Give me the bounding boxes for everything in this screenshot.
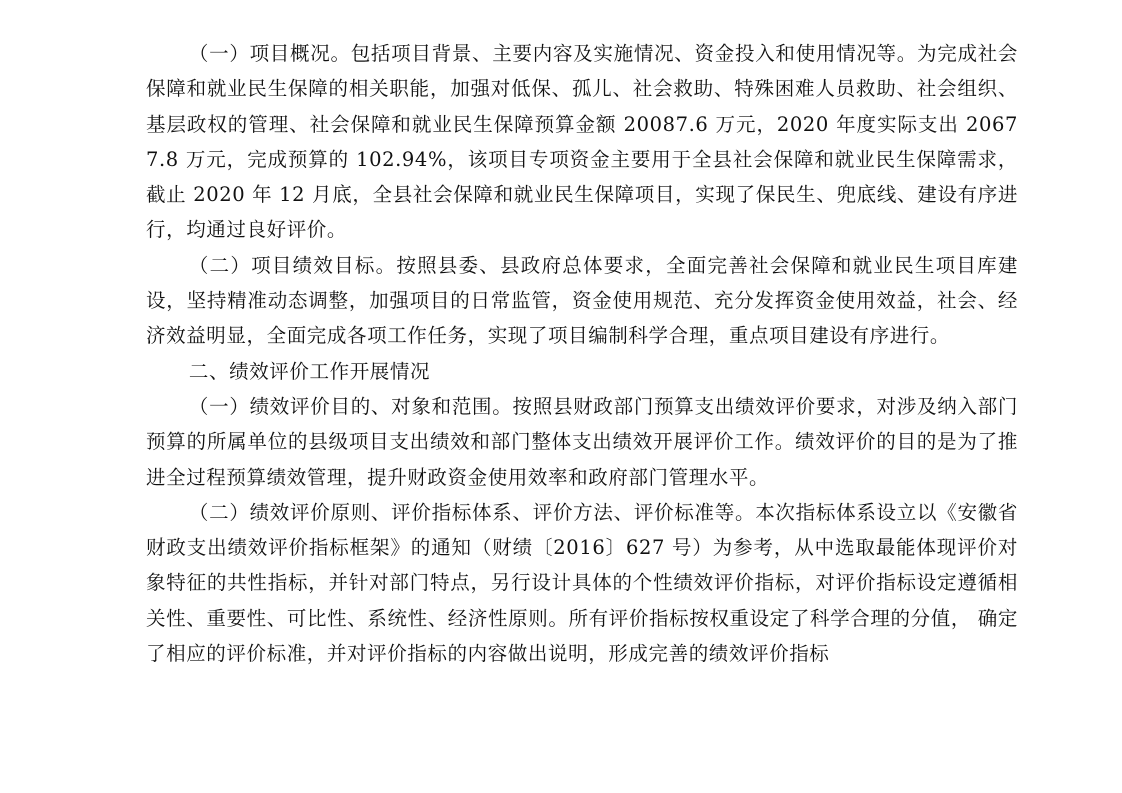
document-body	[146, 36, 1018, 671]
paragraph-evaluation-principles: （二）绩效评价原则、评价指标体系、评价方法、评价标准等。本次指标体系设立以《安徽省财政支出绩效评价指标框架》的通知（财绩〔2016〕627 号）为参考，从中选取最能体现评价对象特征的共性指标，并针对部门特点，另行设计具体的个性绩效评价指标，对评价指标设定遵循相关性、重要性、可比性、系统性、经济性原则。所有评价指标按权重设定了科学合理的分值， 确定了相应的评价标准，并对评价指标的内容做出说明，形成完善的绩效评价指标	[146, 500, 1018, 666]
section-heading-evaluation: 二、绩效评价工作开展情况	[188, 359, 431, 383]
paragraph-project-overview: （一）项目概况。包括项目背景、主要内容及实施情况、资金投入和使用情况等。为完成社会保障和就业民生保障的相关职能，加强对低保、孤儿、社会救助、特殊困难人员救助、社会组织、基层政权的管理、社会保障和就业民生保障预算金额 20087.6 万元，2020 年度实际支出 20677.8 万元，完成预算的 102.94%，该项目专项资金主要用于全县社会保障和就业民生保障需求，截止 2020 年 12 月底，全县社会保障和就业民生保障项目，实现了保民生、兜底线、建设有序进行，均通过良好评价。	[146, 42, 1018, 242]
paragraph-evaluation-purpose: （一）绩效评价目的、对象和范围。按照县财政部门预算支出绩效评价要求，对涉及纳入部门预算的所属单位的县级项目支出绩效和部门整体支出绩效开展评价工作。绩效评价的目的是为了推进全过程预算绩效管理，提升财政资金使用效率和政府部门管理水平。	[146, 394, 1018, 489]
paragraph-performance-goals: （二）项目绩效目标。按照县委、县政府总体要求，全面完善社会保障和就业民生项目库建设，坚持精准动态调整，加强项目的日常监管，资金使用规范、充分发挥资金使用效益，社会、经济效益明显，全面完成各项工作任务，实现了项目编制科学合理，重点项目建设有序进行。	[146, 253, 1018, 348]
